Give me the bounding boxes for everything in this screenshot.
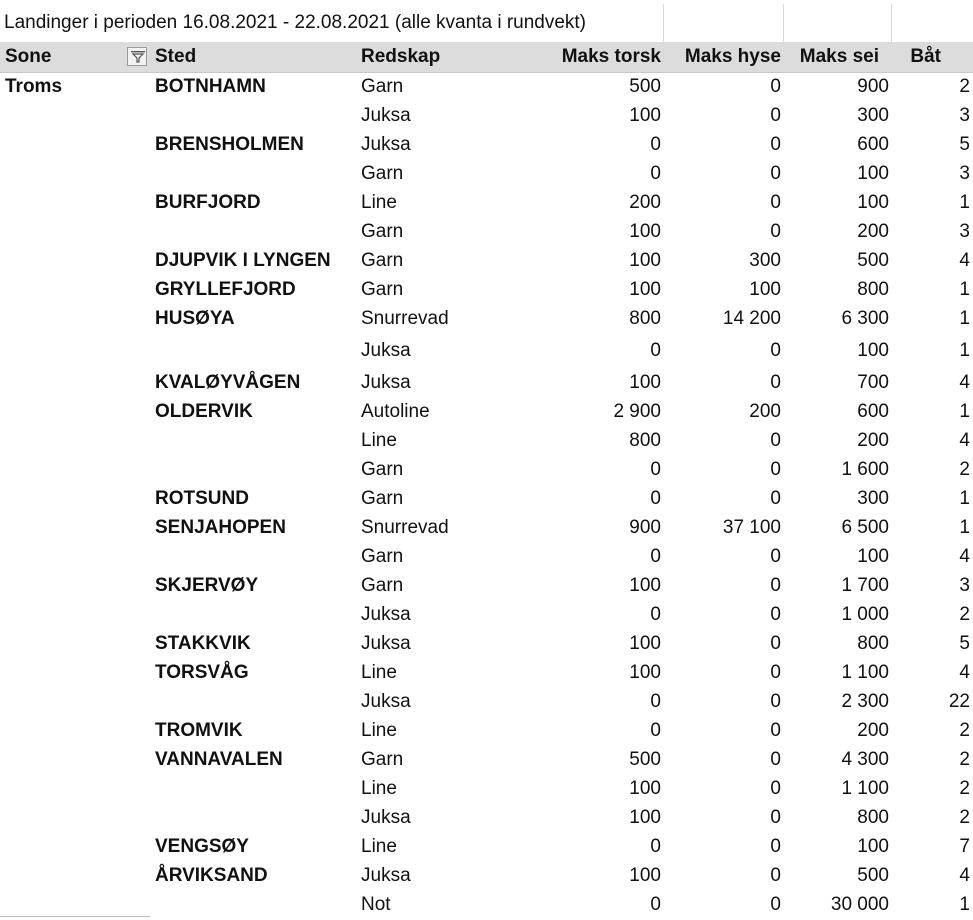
cell-maks-sei: 6 300	[841, 308, 889, 329]
cell-sted: KVALØYVÅGEN	[155, 372, 301, 393]
table-row	[0, 217, 973, 246]
cell-maks-sei: 100	[857, 340, 889, 361]
cell-redskap: Line	[361, 720, 397, 741]
cell-maks-hyse: 0	[770, 778, 781, 799]
cell-bat: 2	[959, 720, 970, 741]
cell-maks-sei: 1 600	[841, 459, 889, 480]
table-row	[0, 803, 973, 832]
cell-gridline	[891, 4, 892, 42]
cell-bat: 2	[959, 749, 970, 770]
cell-bat: 4	[959, 865, 970, 886]
cell-maks-sei: 200	[857, 720, 889, 741]
cell-maks-sei: 1 000	[841, 604, 889, 625]
cell-maks-sei: 100	[857, 546, 889, 567]
table-row	[0, 890, 973, 919]
cell-sted: HUSØYA	[155, 308, 235, 329]
header-sted[interactable]: Sted	[155, 46, 197, 67]
cell-sted: VENGSØY	[155, 836, 249, 857]
cell-redskap: Garn	[361, 163, 404, 184]
cell-redskap: Garn	[361, 76, 404, 97]
cell-maks-hyse: 0	[770, 836, 781, 857]
cell-redskap: Line	[361, 662, 397, 683]
cell-bat: 2	[959, 459, 970, 480]
table-row	[0, 275, 973, 304]
cell-redskap: Garn	[361, 575, 404, 596]
table-row	[0, 246, 973, 275]
cell-maks-sei: 600	[857, 134, 889, 155]
cell-maks-sei: 6 500	[841, 517, 889, 538]
cell-bat: 4	[959, 372, 970, 393]
cell-maks-hyse: 300	[749, 250, 781, 271]
cell-redskap: Line	[361, 192, 397, 213]
cell-maks-torsk: 100	[629, 250, 661, 271]
cell-gridline	[783, 4, 784, 42]
cell-bat: 2	[959, 604, 970, 625]
cell-maks-hyse: 0	[770, 340, 781, 361]
cell-redskap: Autoline	[361, 401, 430, 422]
cell-maks-sei: 700	[857, 372, 889, 393]
cell-maks-sei: 100	[857, 836, 889, 857]
cell-sted: TORSVÅG	[155, 662, 249, 683]
table-row	[0, 72, 973, 101]
cell-sted: ÅRVIKSAND	[155, 865, 268, 886]
cell-maks-torsk: 800	[629, 308, 661, 329]
cell-maks-hyse: 0	[770, 894, 781, 915]
table-row	[0, 832, 973, 861]
table-row	[0, 513, 973, 542]
cell-maks-hyse: 200	[749, 401, 781, 422]
cell-maks-torsk: 500	[629, 76, 661, 97]
cell-sted: BRENSHOLMEN	[155, 134, 304, 155]
cell-maks-sei: 200	[857, 221, 889, 242]
cell-redskap: Juksa	[361, 604, 411, 625]
table-row	[0, 426, 973, 455]
cell-bat: 1	[959, 488, 970, 509]
cell-bat: 4	[959, 662, 970, 683]
cell-maks-sei: 1 100	[841, 662, 889, 683]
cell-sted: GRYLLEFJORD	[155, 279, 296, 300]
cell-maks-sei: 300	[857, 488, 889, 509]
cell-bat: 1	[959, 279, 970, 300]
cell-redskap: Juksa	[361, 372, 411, 393]
cell-maks-sei: 500	[857, 865, 889, 886]
cell-maks-hyse: 0	[770, 807, 781, 828]
cell-redskap: Juksa	[361, 105, 411, 126]
cell-maks-hyse: 0	[770, 459, 781, 480]
cell-bat: 5	[959, 633, 970, 654]
cell-maks-torsk: 0	[650, 836, 661, 857]
cell-maks-hyse: 100	[749, 279, 781, 300]
cell-maks-torsk: 100	[629, 865, 661, 886]
cell-bat: 1	[959, 192, 970, 213]
cell-maks-hyse: 0	[770, 546, 781, 567]
cell-maks-hyse: 0	[770, 575, 781, 596]
cell-maks-sei: 300	[857, 105, 889, 126]
cell-maks-torsk: 100	[629, 105, 661, 126]
header-maks-hyse[interactable]: Maks hyse	[684, 46, 781, 67]
cell-maks-hyse: 0	[770, 105, 781, 126]
cell-bat: 2	[959, 76, 970, 97]
cell-sted: TROMVIK	[155, 720, 243, 741]
cell-redskap: Garn	[361, 546, 404, 567]
cell-sted: ROTSUND	[155, 488, 249, 509]
cell-sone: Troms	[5, 76, 63, 97]
report-title: Landinger i perioden 16.08.2021 - 22.08.2021 (alle kvanta i rundvekt)	[4, 12, 587, 33]
cell-maks-sei: 1 700	[841, 575, 889, 596]
cell-maks-hyse: 0	[770, 134, 781, 155]
cell-redskap: Juksa	[361, 340, 411, 361]
table-row	[0, 455, 973, 484]
cell-maks-sei: 100	[857, 163, 889, 184]
cell-maks-sei: 1 100	[841, 778, 889, 799]
cell-redskap: Juksa	[361, 691, 411, 712]
cell-sted: VANNAVALEN	[155, 749, 283, 770]
cell-bat: 22	[948, 691, 970, 712]
cell-redskap: Juksa	[361, 865, 411, 886]
table-row	[0, 188, 973, 217]
table-row	[0, 484, 973, 513]
cell-sted: OLDERVIK	[155, 401, 253, 422]
cell-maks-hyse: 0	[770, 430, 781, 451]
cell-maks-sei: 600	[857, 401, 889, 422]
cell-bat: 1	[959, 401, 970, 422]
cell-maks-sei: 30 000	[830, 894, 889, 915]
cell-maks-hyse: 0	[770, 221, 781, 242]
report-title-row	[0, 4, 973, 42]
cell-redskap: Juksa	[361, 807, 411, 828]
cell-redskap: Line	[361, 778, 397, 799]
filter-icon	[130, 50, 146, 64]
cell-redskap: Garn	[361, 279, 404, 300]
table-row	[0, 600, 973, 629]
cell-redskap: Garn	[361, 221, 404, 242]
cell-maks-sei: 200	[857, 430, 889, 451]
cell-bat: 1	[959, 308, 970, 329]
cell-maks-torsk: 0	[650, 691, 661, 712]
table-row	[0, 861, 973, 890]
table-row	[0, 304, 973, 333]
cell-maks-torsk: 0	[650, 340, 661, 361]
table-row	[0, 333, 973, 368]
cell-maks-sei: 4 300	[841, 749, 889, 770]
cell-redskap: Line	[361, 836, 397, 857]
cell-maks-hyse: 14 200	[722, 308, 781, 329]
cell-maks-torsk: 100	[629, 221, 661, 242]
cell-bat: 4	[959, 250, 970, 271]
filter-button[interactable]	[127, 47, 147, 66]
cell-maks-torsk: 100	[629, 662, 661, 683]
cell-maks-hyse: 0	[770, 691, 781, 712]
cell-sted: STAKKVIK	[155, 633, 251, 654]
cell-bat: 4	[959, 430, 970, 451]
cell-maks-torsk: 100	[629, 575, 661, 596]
cell-redskap: Juksa	[361, 134, 411, 155]
cell-maks-torsk: 900	[629, 517, 661, 538]
cell-maks-sei: 800	[857, 279, 889, 300]
cell-maks-hyse: 0	[770, 865, 781, 886]
cell-maks-sei: 800	[857, 807, 889, 828]
cell-maks-sei: 100	[857, 192, 889, 213]
cell-sted: SENJAHOPEN	[155, 517, 286, 538]
cell-bat: 3	[959, 105, 970, 126]
cell-bat: 4	[959, 546, 970, 567]
cell-maks-torsk: 0	[650, 604, 661, 625]
cell-redskap: Snurrevad	[361, 517, 449, 538]
cell-maks-torsk: 0	[650, 546, 661, 567]
cell-sted: BURFJORD	[155, 192, 261, 213]
cell-maks-sei: 900	[857, 76, 889, 97]
cell-maks-hyse: 37 100	[722, 517, 781, 538]
cell-bat: 7	[959, 836, 970, 857]
cell-maks-torsk: 100	[629, 778, 661, 799]
cell-maks-hyse: 0	[770, 76, 781, 97]
cell-bat: 2	[959, 778, 970, 799]
table-row	[0, 571, 973, 600]
table-row	[0, 687, 973, 716]
table-row	[0, 658, 973, 687]
cell-bat: 1	[959, 894, 970, 915]
header-maks-sei[interactable]: Maks sei	[799, 46, 879, 67]
cell-maks-torsk: 100	[629, 633, 661, 654]
cell-maks-torsk: 500	[629, 749, 661, 770]
cell-bat: 3	[959, 575, 970, 596]
cell-bat: 2	[959, 807, 970, 828]
cell-maks-torsk: 0	[650, 134, 661, 155]
table-body	[0, 72, 973, 919]
cell-maks-torsk: 0	[650, 459, 661, 480]
cell-maks-torsk: 800	[629, 430, 661, 451]
cell-maks-hyse: 0	[770, 633, 781, 654]
cell-maks-sei: 800	[857, 633, 889, 654]
cell-maks-torsk: 0	[650, 488, 661, 509]
table-row	[0, 101, 973, 130]
header-sone[interactable]: Sone	[5, 46, 52, 67]
cell-maks-torsk: 0	[650, 720, 661, 741]
cell-sted: SKJERVØY	[155, 575, 259, 596]
table-header	[0, 42, 973, 73]
cell-maks-sei: 2 300	[841, 691, 889, 712]
cell-bat: 1	[959, 340, 970, 361]
table-row	[0, 774, 973, 803]
cell-maks-hyse: 0	[770, 192, 781, 213]
cell-maks-sei: 500	[857, 250, 889, 271]
cell-redskap: Not	[361, 894, 391, 915]
cell-bat: 3	[959, 221, 970, 242]
header-redskap[interactable]: Redskap	[361, 46, 441, 67]
cell-maks-hyse: 0	[770, 662, 781, 683]
cell-gridline	[663, 4, 664, 42]
cell-maks-hyse: 0	[770, 720, 781, 741]
table-row	[0, 629, 973, 658]
cell-maks-torsk: 2 900	[613, 401, 661, 422]
table-row	[0, 368, 973, 397]
cell-maks-hyse: 0	[770, 372, 781, 393]
table-row	[0, 716, 973, 745]
table-row	[0, 130, 973, 159]
header-bat[interactable]: Båt	[910, 46, 941, 67]
cell-maks-torsk: 100	[629, 372, 661, 393]
cell-redskap: Garn	[361, 250, 404, 271]
cell-maks-hyse: 0	[770, 749, 781, 770]
cell-sted: DJUPVIK I LYNGEN	[155, 250, 331, 271]
cell-bat: 5	[959, 134, 970, 155]
cell-maks-torsk: 0	[650, 163, 661, 184]
cell-bat: 3	[959, 163, 970, 184]
cell-redskap: Snurrevad	[361, 308, 449, 329]
cell-redskap: Garn	[361, 459, 404, 480]
cell-maks-hyse: 0	[770, 604, 781, 625]
cell-redskap: Line	[361, 430, 397, 451]
cell-maks-torsk: 100	[629, 807, 661, 828]
cell-sted: BOTNHAMN	[155, 76, 266, 97]
header-maks-torsk[interactable]: Maks torsk	[561, 46, 661, 67]
cell-bat: 1	[959, 517, 970, 538]
table-row	[0, 159, 973, 188]
cell-maks-hyse: 0	[770, 488, 781, 509]
table-row	[0, 745, 973, 774]
cell-redskap: Garn	[361, 749, 404, 770]
table-row	[0, 397, 973, 426]
cell-maks-torsk: 0	[650, 894, 661, 915]
bottom-gridline	[0, 916, 150, 917]
table-row	[0, 542, 973, 571]
cell-maks-torsk: 200	[629, 192, 661, 213]
cell-maks-hyse: 0	[770, 163, 781, 184]
cell-maks-torsk: 100	[629, 279, 661, 300]
cell-redskap: Juksa	[361, 633, 411, 654]
cell-redskap: Garn	[361, 488, 404, 509]
